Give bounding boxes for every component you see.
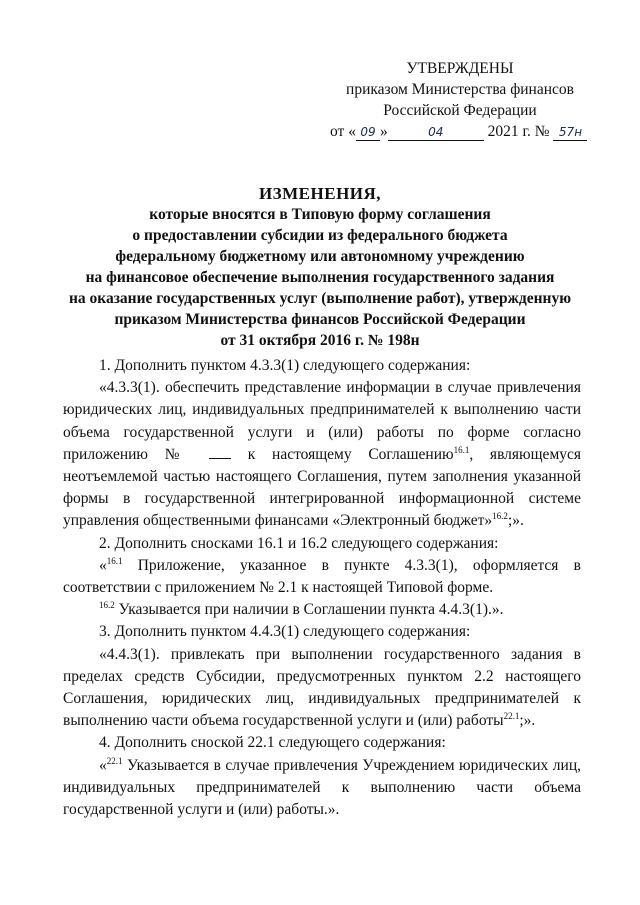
approval-date-line [300, 121, 620, 142]
item-1-text: «4.3.3(1). обеспечить представление информации в случае привлечения юридических лиц, индивидуальных предпринимателей к выполнению части объема государственной услуги и (или) работы по форме согласно приложению № к настоящему Соглашению$^{16.1}$, являющемуся неотъемлемой частью настоящего Соглашения, путем заполнения указанной формы в государственной интегрированной информационной системе управления общественными финансами «Электронный бюджет»$^{16.2}$;». [63, 379, 582, 530]
item-4-heading: 4. Дополнить сноской 22.1 следующего содержания: [99, 734, 446, 752]
title-line: приказом Министерства финансов Российской Федерации [114, 311, 526, 328]
footnote-ref: 16.1 [106, 555, 123, 566]
date-month-field: 04 [388, 124, 484, 141]
date-quote-close: » [379, 123, 388, 140]
date-prefix: от « [330, 123, 356, 140]
approval-heading: УТВЕРЖДЕНЫ [406, 60, 514, 77]
approval-ministry-line: Российской Федерации [383, 102, 537, 119]
blank-line [209, 446, 231, 459]
order-number-field: 57н [553, 124, 587, 141]
document-title [50, 183, 590, 351]
title-line: на финансовое обеспечение выполнения государственного задания [85, 269, 555, 286]
item-3-text: «4.4.3(1). привлекать при выполнении государственного задания в пределах средств Субсидии, предусмотренных пунктом 2.2 настоящего Соглашения, юридических лиц, индивидуальных предпринимателей к выполнению части объема государственной услуги и (или) работы$^{22.1}$;». [63, 645, 581, 730]
title-line: которые вносятся в Типовую форму соглашения [149, 206, 491, 223]
title-main: ИЗМЕНЕНИЯ, [258, 184, 382, 203]
item-4-text: «$^{22.1}$ Указывается в случае привлечения Учреждением юридических лиц, индивидуальных предпринимателей к выполнению части объема государственной услуги и (или) работы.». [63, 755, 581, 819]
title-line: на оказание государственных услуг (выполнение работ), утвержденную [68, 290, 572, 307]
footnote-ref: 22.1 [503, 711, 520, 722]
item-2-heading: 2. Дополнить сносками 16.1 и 16.2 следующего содержания: [99, 534, 499, 552]
item-2-footnote-16-2: $^{16.2}$ Указывается при наличии в Соглашении пункта 4.4.3(1).». [99, 600, 504, 619]
footnote-ref: 16.1 [453, 444, 470, 455]
footnote-ref: 16.2 [99, 600, 115, 611]
item-3-heading: 3. Дополнить пунктом 4.4.3(1) следующего содержания: [99, 623, 471, 641]
footnote-ref: 22.1 [106, 755, 123, 766]
title-line: федеральному бюджетному или автономному учреждению [115, 248, 525, 265]
title-line: о предоставлении субсидии из федерального бюджета [132, 227, 508, 244]
approval-order-line: приказом Министерства финансов [346, 81, 574, 98]
item-2-footnote-16-1: «$^{16.1}$ Приложение, указанное в пункте 4.3.3(1), оформляется в соответствии с приложением № 2.1 к настоящей Типовой форме. [63, 555, 581, 597]
document-body [63, 355, 581, 821]
footnote-ref: 16.2 [492, 511, 508, 522]
item-1-heading: 1. Дополнить пунктом 4.3.3(1) следующего содержания: [99, 357, 471, 374]
approval-block [300, 58, 620, 142]
title-line: от 31 октября 2016 г. № 198н [220, 332, 420, 349]
date-day-field: 09 [356, 124, 380, 141]
date-year-number: 2021 г. № [487, 123, 550, 140]
